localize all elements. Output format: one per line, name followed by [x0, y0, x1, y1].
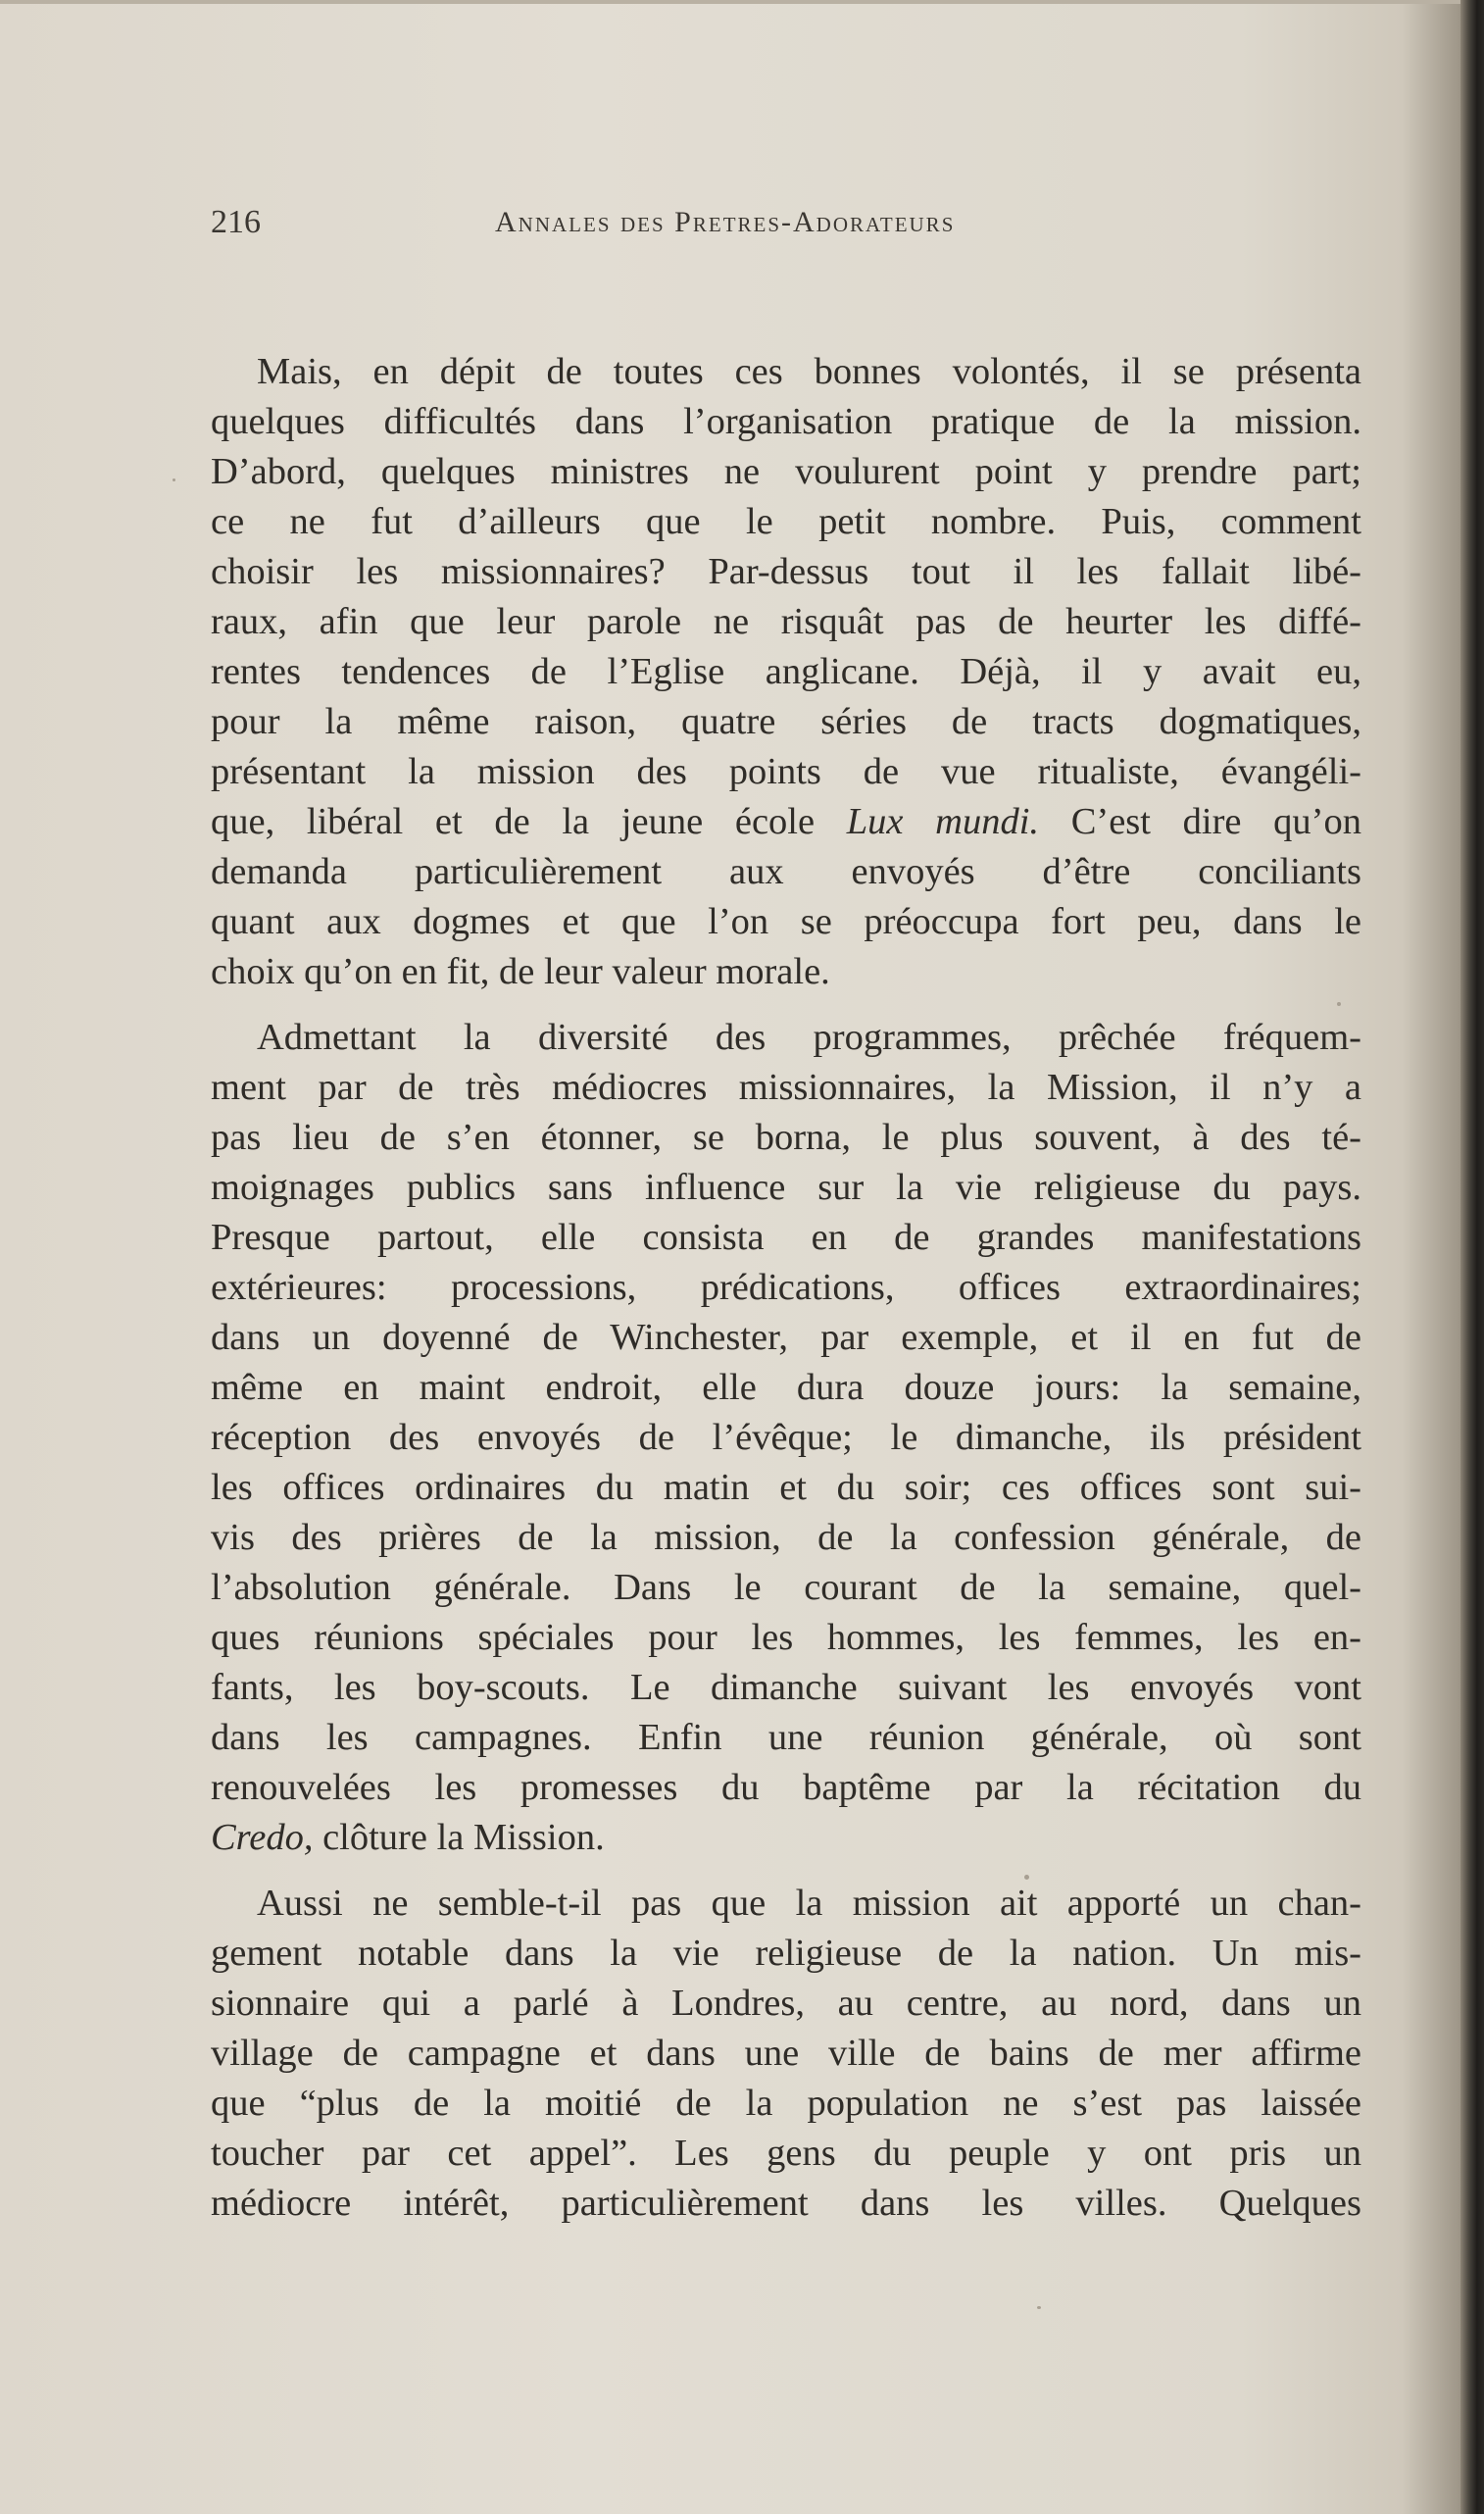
text-line: fants, les boy-scouts. Le dimanche suivant les envoyés vont: [211, 1667, 1361, 1708]
text-line: gement notable dans la vie religieuse de la nation. Un mis-: [211, 1933, 1361, 1974]
text-line: réception des envoyés de l’évêque; le dimanche, ils président: [211, 1417, 1361, 1458]
page-number: 216: [211, 204, 261, 240]
running-title: Annales des Pretres-Adorateurs: [495, 206, 956, 238]
text-line-mixed: [211, 797, 1361, 847]
italic-title: Credo,: [211, 1817, 314, 1858]
text-line: présentant la mission des points de vue ritualiste, évangéli-: [211, 751, 1361, 792]
italic-title: Lux mundi.: [846, 801, 1040, 842]
paper-speck: [173, 478, 175, 481]
text-line: raux, afin que leur parole ne risquât pas de heurter les diffé-: [211, 601, 1361, 642]
text-line: ment par de très médiocres missionnaires, la Mission, il n’y a: [211, 1067, 1361, 1108]
text-line: village de campagne et dans une ville de bains de mer affirme: [211, 2033, 1361, 2074]
text-line: choisir les missionnaires? Par-dessus tout il les fallait libé-: [211, 551, 1361, 592]
text-fragment: C’est dire qu’on: [1070, 801, 1361, 842]
text-line: pour la même raison, quatre séries de tracts dogmatiques,: [211, 701, 1361, 742]
top-edge-rule: [0, 0, 1460, 4]
text-line: Aussi ne semble-t-il pas que la mission ait apporté un chan-: [257, 1883, 1361, 1924]
text-line: Presque partout, elle consista en de grandes manifestations: [211, 1217, 1361, 1258]
text-line: D’abord, quelques ministres ne voulurent point y prendre part;: [211, 451, 1361, 492]
text-line: médiocre intérêt, particulièrement dans les villes. Quelques: [211, 2183, 1361, 2224]
text-line: Mais, en dépit de toutes ces bonnes volontés, il se présenta: [257, 351, 1361, 392]
paper-speck: [1037, 2306, 1041, 2309]
paper-speck: [1024, 1875, 1029, 1880]
text-line: dans un doyenné de Winchester, par exemple, et il en fut de: [211, 1317, 1361, 1358]
text-line: Admettant la diversité des programmes, prêchée fréquem-: [257, 1017, 1361, 1058]
text-line: dans les campagnes. Enfin une réunion générale, où sont: [211, 1717, 1361, 1758]
text-line: ce ne fut d’ailleurs que le petit nombre. Puis, comment: [211, 501, 1361, 542]
text-fragment: que, libéral et de la jeune école: [211, 801, 847, 842]
paragraph-1: [211, 347, 1361, 997]
text-line: rentes tendences de l’Eglise anglicane. Déjà, il y avait eu,: [211, 651, 1361, 692]
text-line: moignages publics sans influence sur la vie religieuse du pays.: [211, 1167, 1361, 1208]
running-head: [211, 204, 1361, 247]
text-line: les offices ordinaires du matin et du soir; ces offices sont sui-: [211, 1467, 1361, 1508]
paper-speck: [1337, 1002, 1341, 1006]
body-text: [211, 347, 1361, 2229]
text-line: ques réunions spéciales pour les hommes, les femmes, les en-: [211, 1617, 1361, 1658]
text-line: choix qu’on en fit, de leur valeur morale.: [211, 951, 830, 992]
text-line: quant aux dogmes et que l’on se préoccupa fort peu, dans le: [211, 901, 1361, 942]
text-line: extérieures: processions, prédications, offices extraordinaires;: [211, 1267, 1361, 1308]
text-line: demanda particulièrement aux envoyés d’être conciliants: [211, 851, 1361, 892]
text-line-mixed: [211, 1813, 1361, 1863]
paragraph-2: [211, 1013, 1361, 1863]
text-line: toucher par cet appel”. Les gens du peuple y ont pris un: [211, 2133, 1361, 2174]
text-line: même en maint endroit, elle dura douze jours: la semaine,: [211, 1367, 1361, 1408]
text-line: quelques difficultés dans l’organisation pratique de la mission.: [211, 401, 1361, 442]
text-line: renouvelées les promesses du baptême par la récitation du: [211, 1767, 1361, 1808]
text-fragment: clôture la Mission.: [322, 1817, 605, 1858]
text-line: pas lieu de s’en étonner, se borna, le plus souvent, à des té-: [211, 1117, 1361, 1158]
page-binding-edge: [1460, 0, 1484, 2514]
paragraph-3: [211, 1879, 1361, 2229]
text-line: l’absolution générale. Dans le courant de la semaine, quel-: [211, 1567, 1361, 1608]
text-line: sionnaire qui a parlé à Londres, au centre, au nord, dans un: [211, 1983, 1361, 2024]
text-line: vis des prières de la mission, de la confession générale, de: [211, 1517, 1361, 1558]
text-line: que “plus de la moitié de la population ne s’est pas laissée: [211, 2083, 1361, 2124]
